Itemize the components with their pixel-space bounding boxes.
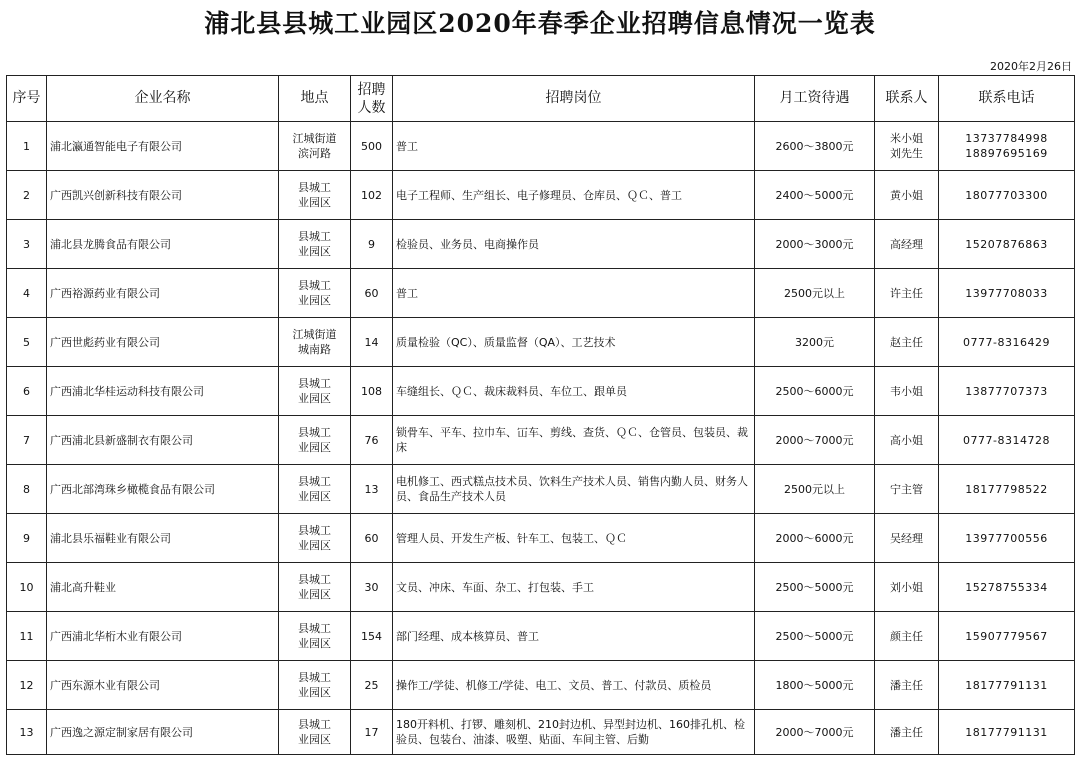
table-row — [7, 563, 1075, 612]
cell-salary: 2500～6000元 — [755, 367, 875, 416]
cell-location: 县城工 业园区 — [279, 465, 351, 514]
cell-company: 广西世彪药业有限公司 — [47, 318, 279, 367]
header-location: 地点 — [279, 76, 351, 122]
table-row — [7, 220, 1075, 269]
cell-positions: 检验员、业务员、电商操作员 — [393, 220, 755, 269]
cell-company: 广西东源木业有限公司 — [47, 661, 279, 710]
cell-phone: 15278755334 — [939, 563, 1075, 612]
table-row — [7, 416, 1075, 465]
cell-no: 3 — [7, 220, 47, 269]
cell-count: 9 — [351, 220, 393, 269]
cell-phone: 0777-8314728 — [939, 416, 1075, 465]
cell-positions: 文员、冲床、车面、杂工、打包装、手工 — [393, 563, 755, 612]
cell-location: 县城工 业园区 — [279, 612, 351, 661]
table-row — [7, 367, 1075, 416]
cell-location: 江城街道 城南路 — [279, 318, 351, 367]
cell-count: 108 — [351, 367, 393, 416]
cell-salary: 2000～3000元 — [755, 220, 875, 269]
cell-count: 25 — [351, 661, 393, 710]
cell-no: 2 — [7, 171, 47, 220]
cell-count: 30 — [351, 563, 393, 612]
table-row — [7, 465, 1075, 514]
cell-positions: 质量检验（QC）、质量监督（QA）、工艺技术 — [393, 318, 755, 367]
cell-positions: 180开料机、打锣、雕刻机、210封边机、异型封边机、160排孔机、检验员、包装台、油漆、吸塑、贴面、车间主管、后勤 — [393, 710, 755, 755]
cell-location: 县城工 业园区 — [279, 220, 351, 269]
cell-salary: 2000～7000元 — [755, 416, 875, 465]
cell-phone: 15907779567 — [939, 612, 1075, 661]
cell-salary: 2000～6000元 — [755, 514, 875, 563]
cell-company: 广西浦北华桁木业有限公司 — [47, 612, 279, 661]
cell-phone: 13877707373 — [939, 367, 1075, 416]
table-row — [7, 661, 1075, 710]
cell-location: 县城工 业园区 — [279, 269, 351, 318]
cell-positions: 普工 — [393, 269, 755, 318]
cell-location: 县城工 业园区 — [279, 661, 351, 710]
cell-salary: 2400～5000元 — [755, 171, 875, 220]
cell-phone: 18177791131 — [939, 661, 1075, 710]
cell-contact: 潘主任 — [875, 710, 939, 755]
cell-salary: 3200元 — [755, 318, 875, 367]
cell-positions: 车缝组长、ＱＣ、裁床裁料员、车位工、跟单员 — [393, 367, 755, 416]
cell-contact: 宁主管 — [875, 465, 939, 514]
cell-count: 13 — [351, 465, 393, 514]
cell-no: 8 — [7, 465, 47, 514]
cell-count: 60 — [351, 269, 393, 318]
cell-positions: 普工 — [393, 122, 755, 171]
cell-count: 14 — [351, 318, 393, 367]
cell-salary: 1800～5000元 — [755, 661, 875, 710]
cell-salary: 2500元以上 — [755, 465, 875, 514]
cell-salary: 2500元以上 — [755, 269, 875, 318]
table-row — [7, 318, 1075, 367]
cell-no: 13 — [7, 710, 47, 755]
cell-phone: 18077703300 — [939, 171, 1075, 220]
header-no: 序号 — [7, 76, 47, 122]
cell-positions: 操作工/学徒、机修工/学徒、电工、文员、普工、付款员、质检员 — [393, 661, 755, 710]
cell-count: 76 — [351, 416, 393, 465]
cell-location: 县城工 业园区 — [279, 563, 351, 612]
recruitment-table — [6, 75, 1075, 755]
header-salary: 月工资待遇 — [755, 76, 875, 122]
cell-company: 广西逸之源定制家居有限公司 — [47, 710, 279, 755]
cell-no: 4 — [7, 269, 47, 318]
header-positions: 招聘岗位 — [393, 76, 755, 122]
cell-company: 浦北瀛通智能电子有限公司 — [47, 122, 279, 171]
cell-phone: 13737784998 18897695169 — [939, 122, 1075, 171]
cell-no: 10 — [7, 563, 47, 612]
cell-salary: 2500～5000元 — [755, 612, 875, 661]
cell-salary: 2500～5000元 — [755, 563, 875, 612]
table-row — [7, 710, 1075, 755]
cell-phone: 15207876863 — [939, 220, 1075, 269]
cell-contact: 黄小姐 — [875, 171, 939, 220]
table-row — [7, 171, 1075, 220]
cell-phone: 18177791131 — [939, 710, 1075, 755]
cell-no: 1 — [7, 122, 47, 171]
cell-contact: 韦小姐 — [875, 367, 939, 416]
cell-company: 广西北部湾珠乡橄榄食品有限公司 — [47, 465, 279, 514]
cell-company: 浦北县龙腾食品有限公司 — [47, 220, 279, 269]
cell-positions: 电子工程师、生产组长、电子修理员、仓库员、ＱＣ、普工 — [393, 171, 755, 220]
page-title: 浦北县县城工业园区2020年春季企业招聘信息情况一览表 — [204, 9, 876, 38]
cell-positions: 锁骨车、平车、拉巾车、冚车、剪线、查货、ＱＣ、仓管员、包装员、裁床 — [393, 416, 755, 465]
cell-contact: 高小姐 — [875, 416, 939, 465]
cell-location: 县城工 业园区 — [279, 710, 351, 755]
cell-contact: 吴经理 — [875, 514, 939, 563]
table-body — [7, 122, 1075, 755]
cell-count: 17 — [351, 710, 393, 755]
cell-contact: 许主任 — [875, 269, 939, 318]
cell-count: 102 — [351, 171, 393, 220]
cell-no: 12 — [7, 661, 47, 710]
cell-company: 浦北高升鞋业 — [47, 563, 279, 612]
cell-no: 11 — [7, 612, 47, 661]
cell-company: 广西浦北华桂运动科技有限公司 — [47, 367, 279, 416]
table-header — [7, 76, 1075, 122]
cell-contact: 米小姐 刘先生 — [875, 122, 939, 171]
header-count: 招聘 人数 — [351, 76, 393, 122]
cell-no: 7 — [7, 416, 47, 465]
cell-count: 500 — [351, 122, 393, 171]
cell-company: 广西浦北县新盛制衣有限公司 — [47, 416, 279, 465]
cell-location: 县城工 业园区 — [279, 514, 351, 563]
cell-company: 广西凯兴创新科技有限公司 — [47, 171, 279, 220]
cell-no: 5 — [7, 318, 47, 367]
cell-contact: 高经理 — [875, 220, 939, 269]
cell-count: 60 — [351, 514, 393, 563]
table-row — [7, 122, 1075, 171]
table-row — [7, 514, 1075, 563]
cell-no: 9 — [7, 514, 47, 563]
header-company: 企业名称 — [47, 76, 279, 122]
cell-contact: 潘主任 — [875, 661, 939, 710]
cell-salary: 2000～7000元 — [755, 710, 875, 755]
header-row — [7, 76, 1075, 122]
cell-positions: 部门经理、成本核算员、普工 — [393, 612, 755, 661]
cell-location: 县城工 业园区 — [279, 171, 351, 220]
cell-salary: 2600～3800元 — [755, 122, 875, 171]
cell-no: 6 — [7, 367, 47, 416]
cell-company: 浦北县乐福鞋业有限公司 — [47, 514, 279, 563]
cell-phone: 13977708033 — [939, 269, 1075, 318]
cell-positions: 管理人员、开发生产板、针车工、包装工、ＱＣ — [393, 514, 755, 563]
table-row — [7, 269, 1075, 318]
cell-contact: 颜主任 — [875, 612, 939, 661]
cell-positions: 电机修工、西式糕点技术员、饮料生产技术人员、销售内勤人员、财务人员、食品生产技术人员 — [393, 465, 755, 514]
cell-location: 县城工 业园区 — [279, 367, 351, 416]
header-phone: 联系电话 — [939, 76, 1075, 122]
cell-contact: 赵主任 — [875, 318, 939, 367]
cell-company: 广西裕源药业有限公司 — [47, 269, 279, 318]
document-date: 2020年2月26日 — [990, 60, 1072, 73]
cell-contact: 刘小姐 — [875, 563, 939, 612]
table-row — [7, 612, 1075, 661]
header-contact: 联系人 — [875, 76, 939, 122]
cell-count: 154 — [351, 612, 393, 661]
cell-location: 江城街道 滨河路 — [279, 122, 351, 171]
cell-phone: 0777-8316429 — [939, 318, 1075, 367]
cell-phone: 13977700556 — [939, 514, 1075, 563]
cell-phone: 18177798522 — [939, 465, 1075, 514]
cell-location: 县城工 业园区 — [279, 416, 351, 465]
